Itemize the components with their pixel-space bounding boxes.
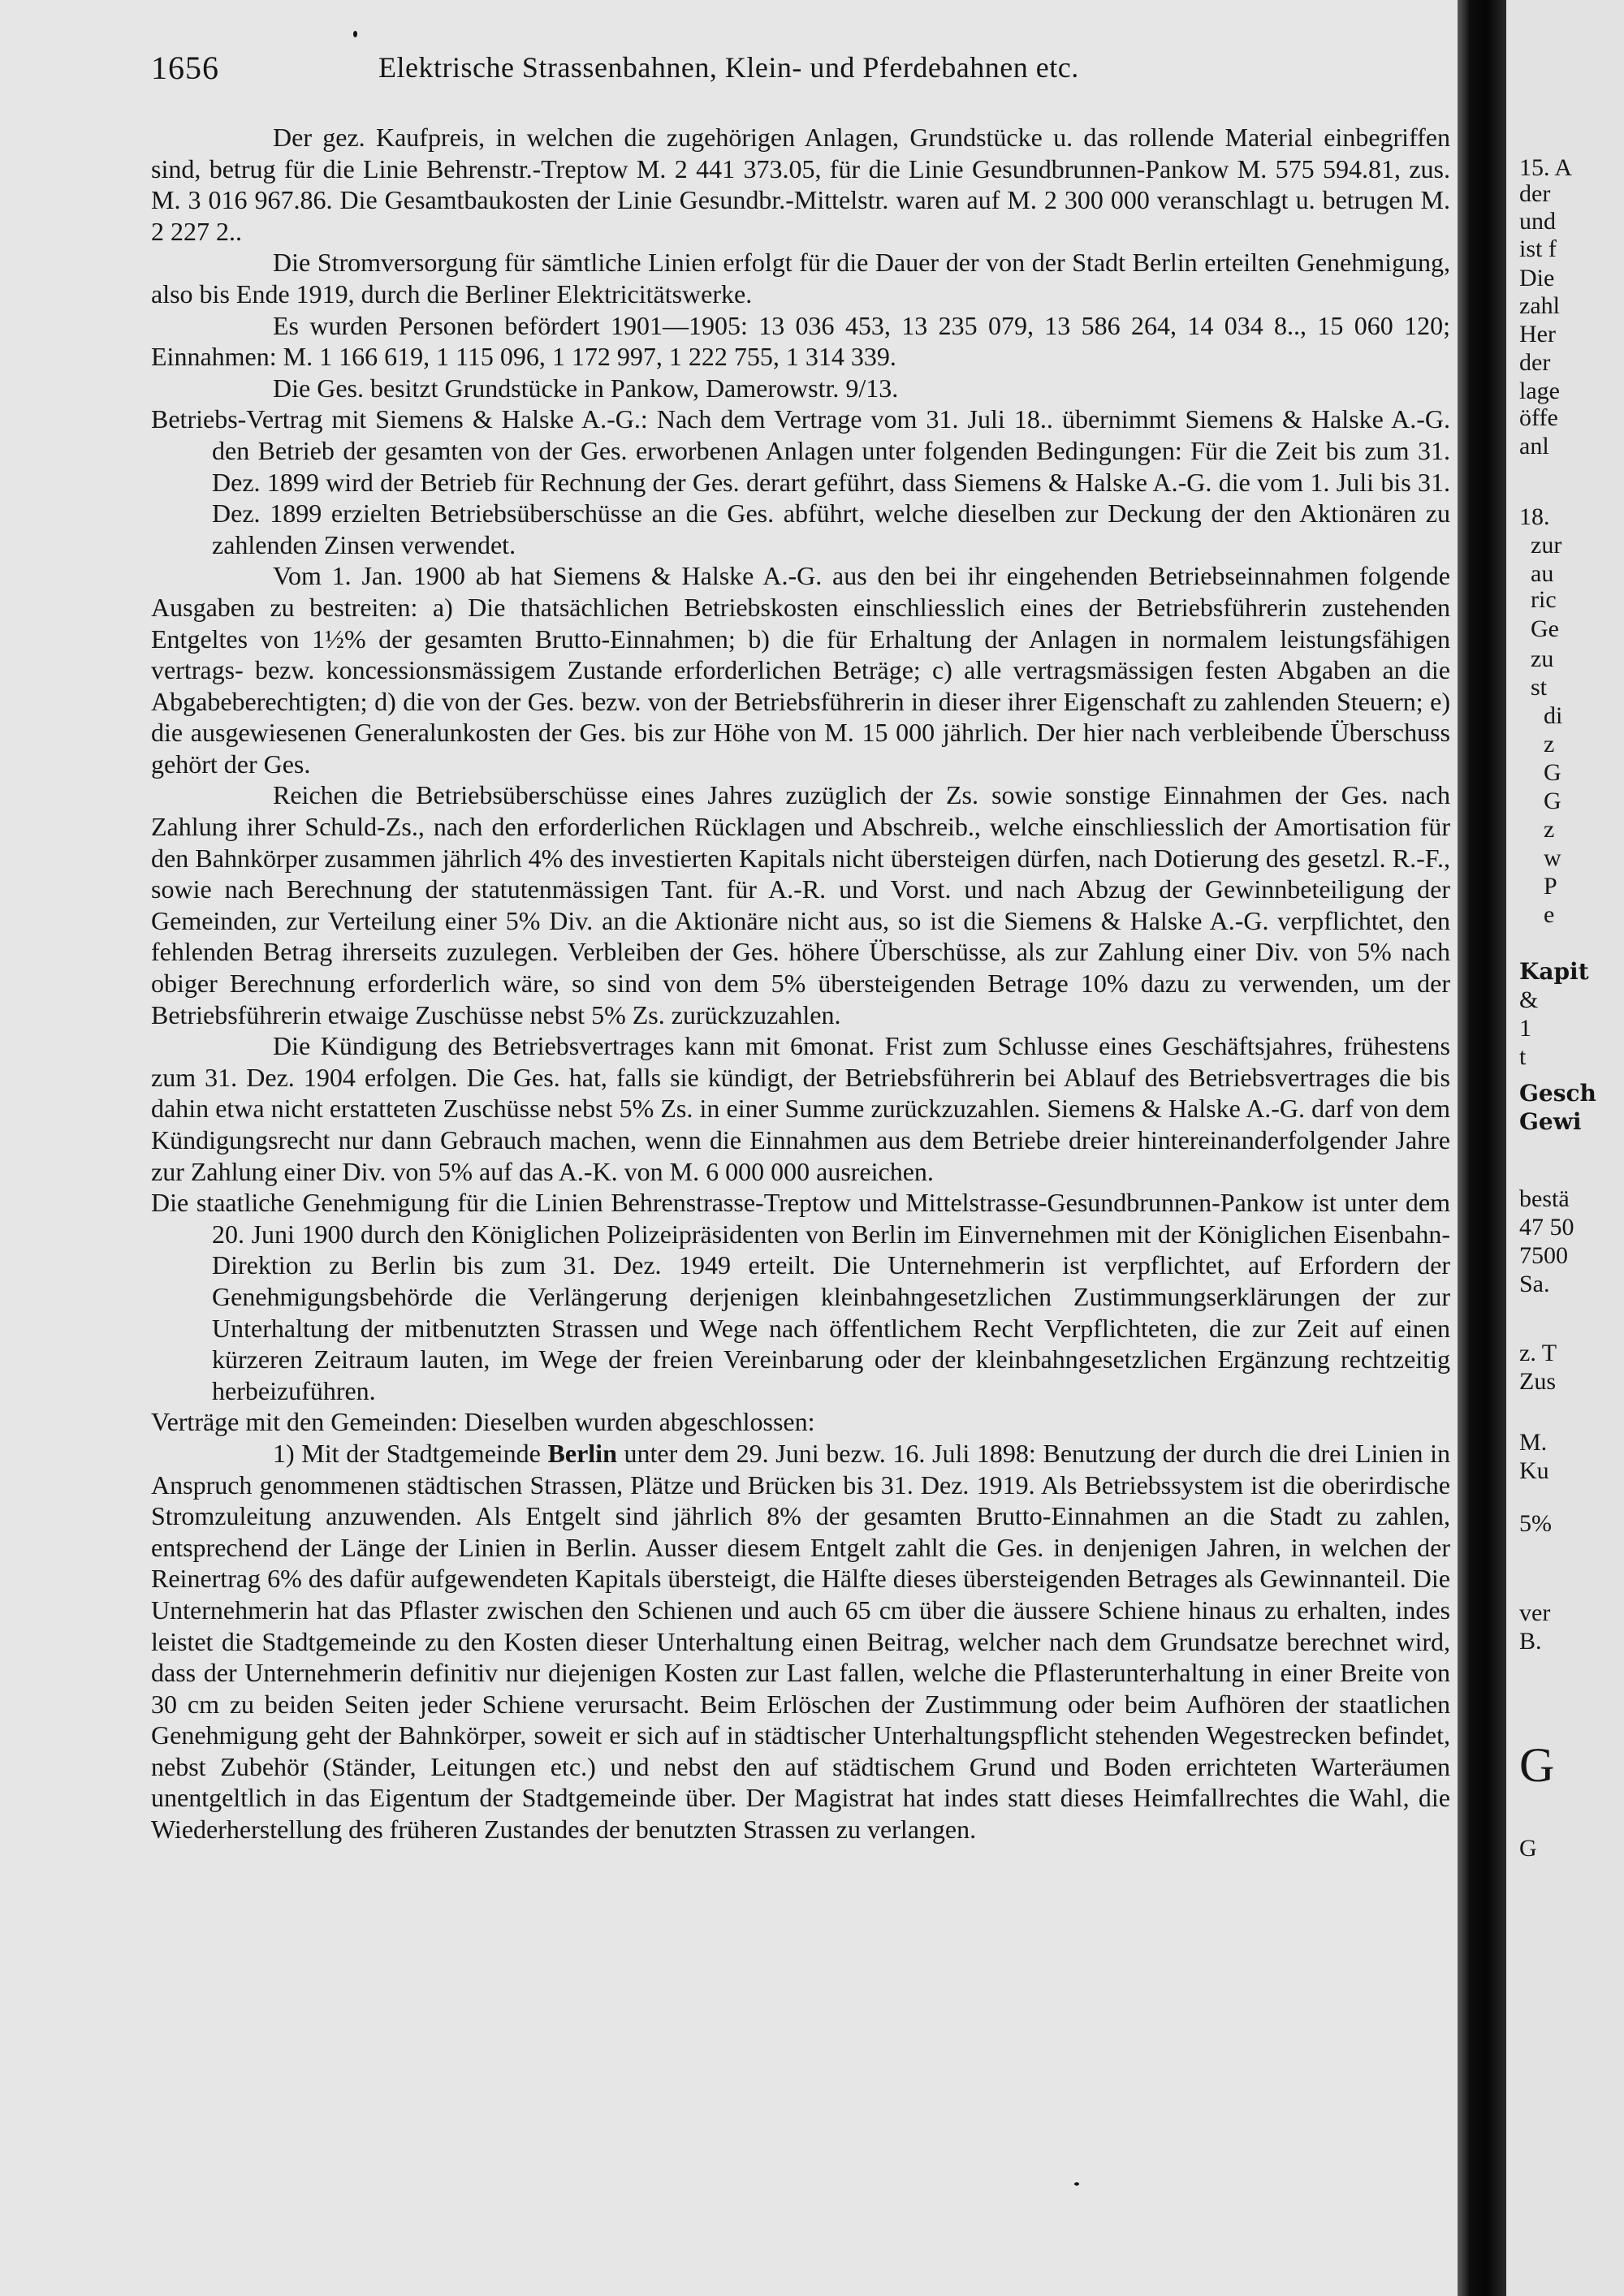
right-page-line: anl — [1519, 433, 1549, 460]
right-page-line: M. — [1519, 1429, 1548, 1456]
right-page-line: Gesch — [1519, 1080, 1596, 1107]
right-page-line: st — [1531, 674, 1548, 701]
right-page-line: ist f — [1519, 235, 1557, 262]
paragraph-properties: Die Ges. besitzt Grundstücke in Pankow, Damerowstr. 9/13. — [273, 373, 899, 403]
right-page-line: au — [1531, 560, 1554, 587]
right-page-line: zu — [1531, 645, 1554, 672]
print-speck — [353, 31, 357, 37]
section-municipal-contracts — [151, 1406, 1450, 1438]
paragraph-surplus: Reichen die Betriebsüberschüsse eines Jahres zuzüglich der Zs. sowie sonstige Einnahmen der Ges. nach Zahlung ihrer Schuld-Zs., nach den erforderlichen Rücklagen und Abschreib., welche einschliesslich der Amortisation für den Bahnkörper zusammen jährlich 4% des investierten Kapitals nicht übersteigen dürfen, nach Dotierung des gesetzl. R.-F., sowie nach Berechnung der statutenmässigen Tant. für A.-R. und Vorst. und nach Abzug der Gewinnbeteiligung der Gemeinden, zur Verteilung einer 5% Div. an die Aktionäre nicht aus, so ist die Siemens & Halske A.-G. verpflichtet, den fehlenden Betrag ihrerseits zuzulegen. Verbleiben der Ges. höhere Überschüsse, als zur Zahlung einer Div. von 5% nach obiger Berechnung erforderlich wäre, so sind von dem 5% übersteigenden Betrage 10% dazu zu verwenden, um der Betriebsführerin etwaige Zuschüsse nebst 5% Zs. zurückzuzahlen. — [151, 780, 1450, 1029]
print-speck — [1074, 2182, 1079, 2186]
section-text-operating-contract: Nach dem Vertrage vom 31. Juli 18.. übernimmt Siemens & Halske A.-G. den Betrieb der gesamten von der Ges. erworbenen Anlagen unter folgenden Bedingungen: Für die Zeit bis zum 31. Dez. 1899 wird der Betrieb für Rechnung der Ges. derart geführt, dass Siemens & Halske A.-G. die vom 1. Juli bis 31. Dez. 1899 erzielten Betriebsüberschüsse an die Ges. abführt, welche dieselben zur Deckung der den Aktionären zu zahlenden Zinsen verwendet. — [212, 404, 1451, 559]
right-page-line: P — [1544, 873, 1557, 900]
section-operating-contract — [151, 404, 1450, 560]
right-page-line: Zus — [1519, 1368, 1556, 1395]
right-page-line: G — [1519, 1835, 1537, 1862]
right-page-line: der — [1519, 349, 1551, 376]
right-page-line: öffe — [1519, 404, 1558, 431]
right-page-line: 18. — [1519, 503, 1550, 530]
running-title: Elektrische Strassenbahnen, Klein- und Pferdebahnen etc. — [378, 51, 1079, 84]
right-page-line: Gewi — [1519, 1108, 1582, 1135]
right-page-line: z — [1544, 816, 1555, 843]
right-page-line: t — [1519, 1043, 1527, 1070]
right-page-line: B. — [1519, 1628, 1542, 1655]
berlin-contract-text: unter dem 29. Juni bezw. 16. Juli 1898: Benutzung der durch die drei Linien in Anspruch genommenen städtischen Strassen, Plätze und Brücken bis 31. Dez. 1919. Als Betriebssystem ist die oberirdische Stromzuleitung anzuwenden. Als Entgelt sind jährlich 8% der gesamten Brutto-Einnahmen an die Stadt zu zahlen, entsprechend der Länge der Linien in Berlin. Ausser diesem Entgelt zahlt die Ges. in denjenigen Jahren, in welchen der Reinertrag 6% des dafür aufgewendeten Kapitals übersteigt, die Hälfte dieses übersteigenden Betrages als Gewinnanteil. Die Unternehmerin hat das Pflaster zwischen den Schienen und auch 65 cm über die äussere Schiene hinaus zu erhalten, indes leistet die Stadtgemeinde zu den Kosten dieser Unterhaltung einen Beitrag, welcher nach dem Grundsatze berechnet wird, dass der Unternehmerin definitiv nur diejenigen Kosten zur Last fallen, welche die Pflasterunterhaltung in einer Breite von 30 cm zu beiden Seiten jeder Schiene verursacht. Beim Erlöschen der Zustimmung oder beim Aufhören der staatlichen Genehmigung geht der Bahnkörper, soweit er sich auf in städtischer Unterhaltungspflicht stehenden Wegestrecken befindet, nebst Zubehör (Ständer, Leitungen etc.) und nebst den auf städtischem Grund und Boden errichteten Warteräumen unentgeltlich in das Eigentum der Stadtgemeinde über. Der Magistrat hat indes statt dieses Heimfallrechtes die Wahl, die Wiederherstellung des früheren Zustandes der benutzten Strassen zu verlangen. — [151, 1438, 1451, 1845]
page-header — [151, 49, 1418, 94]
paragraph-expenses: Vom 1. Jan. 1900 ab hat Siemens & Halske A.-G. aus den bei ihr eingehenden Betriebseinnahmen folgende Ausgaben zu bestreiten: a) Die thatsächlichen Betriebskosten einschliesslich eines der Betriebsführerin zustehenden Entgeltes von 1½% der gesamten Brutto-Einnahmen; b) die für Erhaltung der Anlagen in normalem leistungsfähigen vertrags- bezw. koncessionsmässigem Zustande erforderlichen Beträge; c) alle vertragsmässigen festen Abgaben an die Abgabeberechtigten; d) die von der Ges. bezw. von der Betriebsführerin in dieser ihrer Eigenschaft zu zahlenden Steuern; e) die ausgewiesenen Generalunkosten der Ges. bis zur Höhe von M. 15 000 jährlich. Der hier nach verbleibende Überschuss gehört der Ges. — [151, 561, 1450, 779]
right-page-line: Her — [1519, 321, 1556, 347]
page-number: 1656 — [151, 50, 219, 86]
section-text-municipal-contracts: Dieselben wurden abgeschlossen: — [457, 1407, 815, 1437]
right-page-line: di — [1544, 702, 1563, 729]
berlin-contract-prefix: 1) Mit der Stadtgemeinde — [273, 1438, 548, 1468]
right-page-line: zahl — [1519, 292, 1560, 319]
section-heading-operating-contract: Betriebs-Vertrag mit Siemens & Halske A.-G.: — [151, 404, 648, 434]
section-state-approval — [151, 1187, 1450, 1406]
right-page-line: Die — [1519, 265, 1555, 291]
right-page-line: Sa. — [1519, 1271, 1550, 1297]
right-page-line: e — [1544, 901, 1555, 928]
right-page-line: w — [1544, 844, 1561, 871]
right-page-line: und — [1519, 208, 1556, 235]
paragraph-passengers: Es wurden Personen befördert 1901—1905: 13 036 453, 13 235 079, 13 586 264, 14 034 8.., 15 060 120; Einnahmen: M. 1 166 619, 1 115 096, 1 172 997, 1 222 755, 1 314 339. — [151, 310, 1450, 372]
berlin-contract-city: Berlin — [547, 1438, 617, 1468]
right-page-line: 7500 — [1519, 1242, 1568, 1269]
right-page-line: ver — [1519, 1599, 1551, 1626]
right-page-fragment — [1506, 0, 1624, 2296]
right-page-line: ric — [1531, 586, 1557, 613]
right-page-line: 1 — [1519, 1015, 1531, 1042]
right-page-line: zur — [1531, 532, 1562, 559]
paragraph-termination: Die Kündigung des Betriebsvertrages kann mit 6monat. Frist zum Schlusse eines Geschäftsjahres, frühestens zum 31. Dez. 1904 erfolgen. Die Ges. hat, falls sie kündigt, der Betriebsführerin bei Ablauf des Betriebsvertrages die bis dahin etwa nicht erstatteten Zuschüsse nebst 5% Zs. in einer Summe zurückzuzahlen. Siemens & Halske A.-G. darf von dem Kündigungsrecht nur dann Gebrauch machen, wenn die Einnahmen aus dem Betriebe dreier hintereinanderfolgender Jahre zur Zahlung einer Div. von 5% auf das A.-K. von M. 6 000 000 ausreichen. — [151, 1031, 1450, 1186]
right-page-line: Kapit — [1519, 958, 1589, 985]
right-page-line: 47 50 — [1519, 1214, 1574, 1241]
right-page-line: G — [1544, 759, 1561, 786]
section-heading-municipal-contracts: Verträge mit den Gemeinden: — [151, 1407, 458, 1437]
section-heading-state-approval: Die staatliche Genehmigung — [151, 1188, 450, 1218]
right-page-line: G — [1544, 788, 1561, 814]
right-page-line: 5% — [1519, 1510, 1552, 1537]
body-text — [151, 122, 1450, 1845]
paragraph-power-supply: Die Stromversorgung für sämtliche Linien erfolgt für die Dauer der von der Stadt Berlin erteilten Genehmigung, also bis Ende 1919, durch die Berliner Elektricitätswerke. — [151, 248, 1450, 309]
right-page-line: Ku — [1519, 1457, 1549, 1484]
right-page-line: & — [1519, 986, 1539, 1013]
paragraph-purchase-price: Der gez. Kaufpreis, in welchen die zugehörigen Anlagen, Grundstücke u. das rollende Material einbegriffen sind, betrug für die Linie Behrenstr.-Treptow M. 2 441 373.05, für die Linie Gesundbrunnen-Pankow M. 575 594.81, zus. M. 3 016 967.86. Die Gesamtbaukosten der Linie Gesundbr.-Mittelstr. waren auf M. 2 300 000 veranschlagt u. betrugen M. 2 227 2.. — [151, 123, 1450, 246]
right-page-line: z — [1544, 731, 1555, 757]
right-page-line: Ge — [1531, 615, 1559, 642]
right-page-line: lage — [1519, 378, 1560, 404]
right-page-line: 15. A — [1519, 154, 1573, 181]
book-gutter — [1458, 0, 1506, 2296]
right-page-line: z. T — [1519, 1340, 1557, 1366]
paragraph-berlin-contract — [151, 1438, 1450, 1845]
right-page-line: bestä — [1519, 1185, 1570, 1212]
section-text-state-approval: für die Linien Behrenstrasse-Treptow und Mittelstrasse-Gesundbrunnen-Pankow ist unter dem 20. Juni 1900 durch den Königlichen Polizeipräsidenten von Berlin im Einvernehmen mit der Königlichen Eisenbahn-Direktion zu Berlin bis zum 31. Dez. 1949 erteilt. Die Unternehmerin ist verpflichtet, auf Erfordern der Genehmigungsbehörde die Verlängerung derjenigen kleinbahngesetzlichen Zustimmungserklärungen der zur Unterhaltung der mitbenutzten Strassen und Wege nach öffentlichem Recht Verpflichteten, die zur Zeit auf einen kürzeren Zeitraum lauten, im Wege der freien Vereinbarung oder der kleinbahngesetzlichen Ergänzung rechtzeitig herbeizuführen. — [212, 1188, 1451, 1405]
right-page-line: G — [1519, 1738, 1555, 1792]
right-page-line: der — [1519, 180, 1551, 207]
